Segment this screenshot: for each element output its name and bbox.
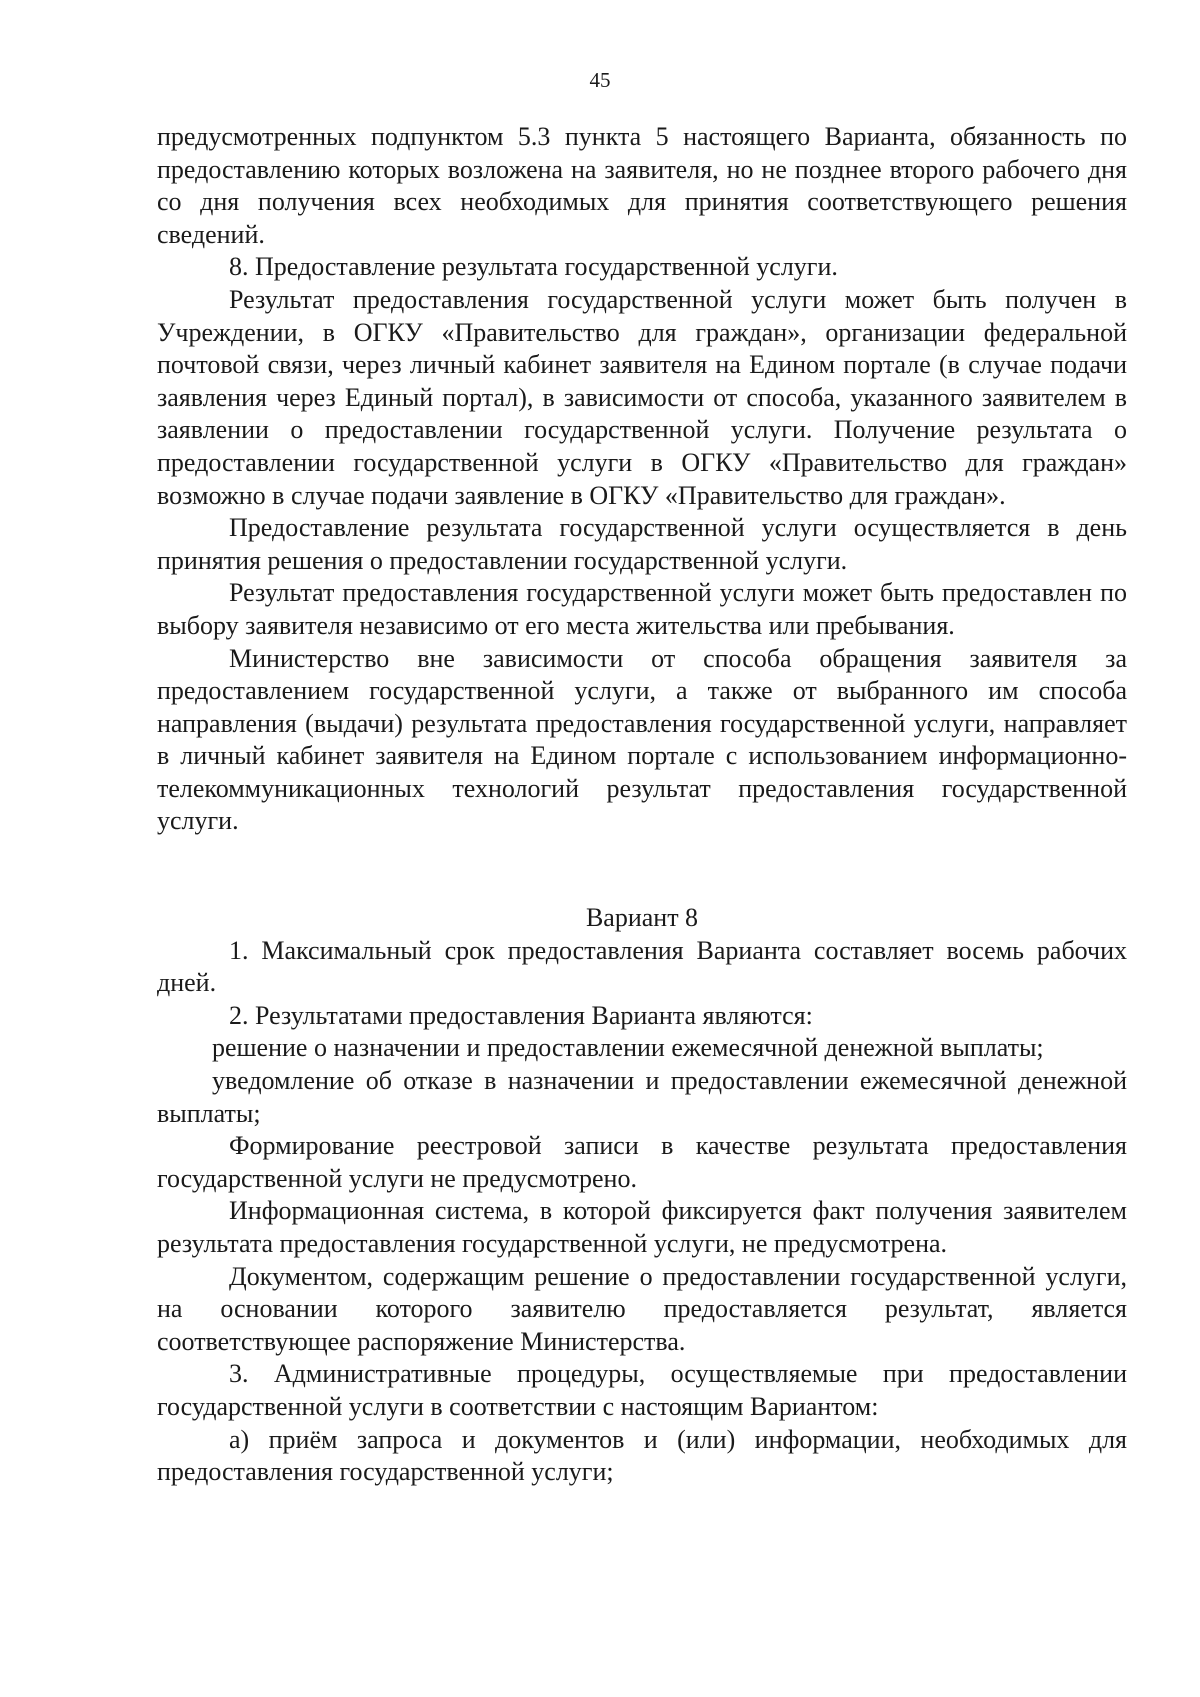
section-spacer [157, 838, 1127, 902]
paragraph-result-choice: Результат предоставления государственной услуги может быть предоставлен по выбору заявителя независимо от его места жительства или пребывания. [157, 578, 1127, 640]
paragraph-continuation: предусмотренных подпунктом 5.3 пункта 5 настоящего Варианта, обязанность по предоставлению которых возложена на заявителя, но не позднее второго рабочего дня со дня получения всех необходимых для принятия соответствующего решения сведений. [157, 122, 1127, 249]
paragraph-registry-record: Формирование реестровой записи в качестве результата предоставления государственной услуги не предусмотрено. [157, 1131, 1127, 1193]
list-item-refusal-notice: уведомление об отказе в назначении и предоставлении ежемесячной денежной выплаты; [157, 1066, 1127, 1128]
section-heading-variant-8: Вариант 8 [585, 903, 699, 933]
paragraph-max-term: 1. Максимальный срок предоставления Варианта составляет восемь рабочих дней. [157, 935, 1127, 998]
paragraph-section-8-title: 8. Предоставление результата государственной услуги. [229, 252, 838, 282]
page-number: 45 [589, 68, 611, 92]
paragraph-information-system: Информационная система, в которой фиксируется факт получения заявителем результата предоставления государственной услуги, не предусмотрена. [157, 1196, 1127, 1258]
paragraph-admin-procedures: 3. Административные процедуры, осуществляемые при предоставлении государственной услуги в соответствии с настоящим Вариантом: [157, 1359, 1127, 1421]
paragraph-result-receipt: Результат предоставления государственной услуги может быть получен в Учреждении, в ОГКУ «Правительство для граждан», организации федеральной почтовой связи, через личный кабинет заявителя на Едином портале (в случае подачи заявления через Единый портал), в зависимости от способа, указанного заявителем в заявлении о предоставлении государственной услуги. Получение результата о предоставлении государственной услуги в ОГКУ «Правительство для граждан» возможно в случае подачи заявление в ОГКУ «Правительство для граждан». [157, 284, 1127, 510]
list-item-decision: решение о назначении и предоставлении ежемесячной денежной выплаты; [212, 1033, 1044, 1063]
paragraph-decision-document: Документом, содержащим решение о предоставлении государственной услуги, на основании которого заявителю предоставляется результат, является соответствующее распоряжение Министерства. [157, 1261, 1127, 1356]
paragraph-ministry-sends: Министерство вне зависимости от способа обращения заявителя за предоставлением государственной услуги, а также от выбранного им способа направления (выдачи) результата предоставления государственной услуги, направляет в личный кабинет заявителя на Едином портале с использованием информационно-телекоммуникационных технологий результат предоставления государственной услуги. [157, 643, 1127, 836]
document-body [157, 121, 1127, 1489]
list-item-request-intake: а) приём запроса и документов и (или) информации, необходимых для предоставления государственной услуги; [157, 1424, 1127, 1487]
paragraph-results-list-title: 2. Результатами предоставления Варианта являются: [229, 1000, 813, 1030]
paragraph-result-timing: Предоставление результата государственной услуги осуществляется в день принятия решения о предоставлении государственной услуги. [157, 513, 1127, 575]
